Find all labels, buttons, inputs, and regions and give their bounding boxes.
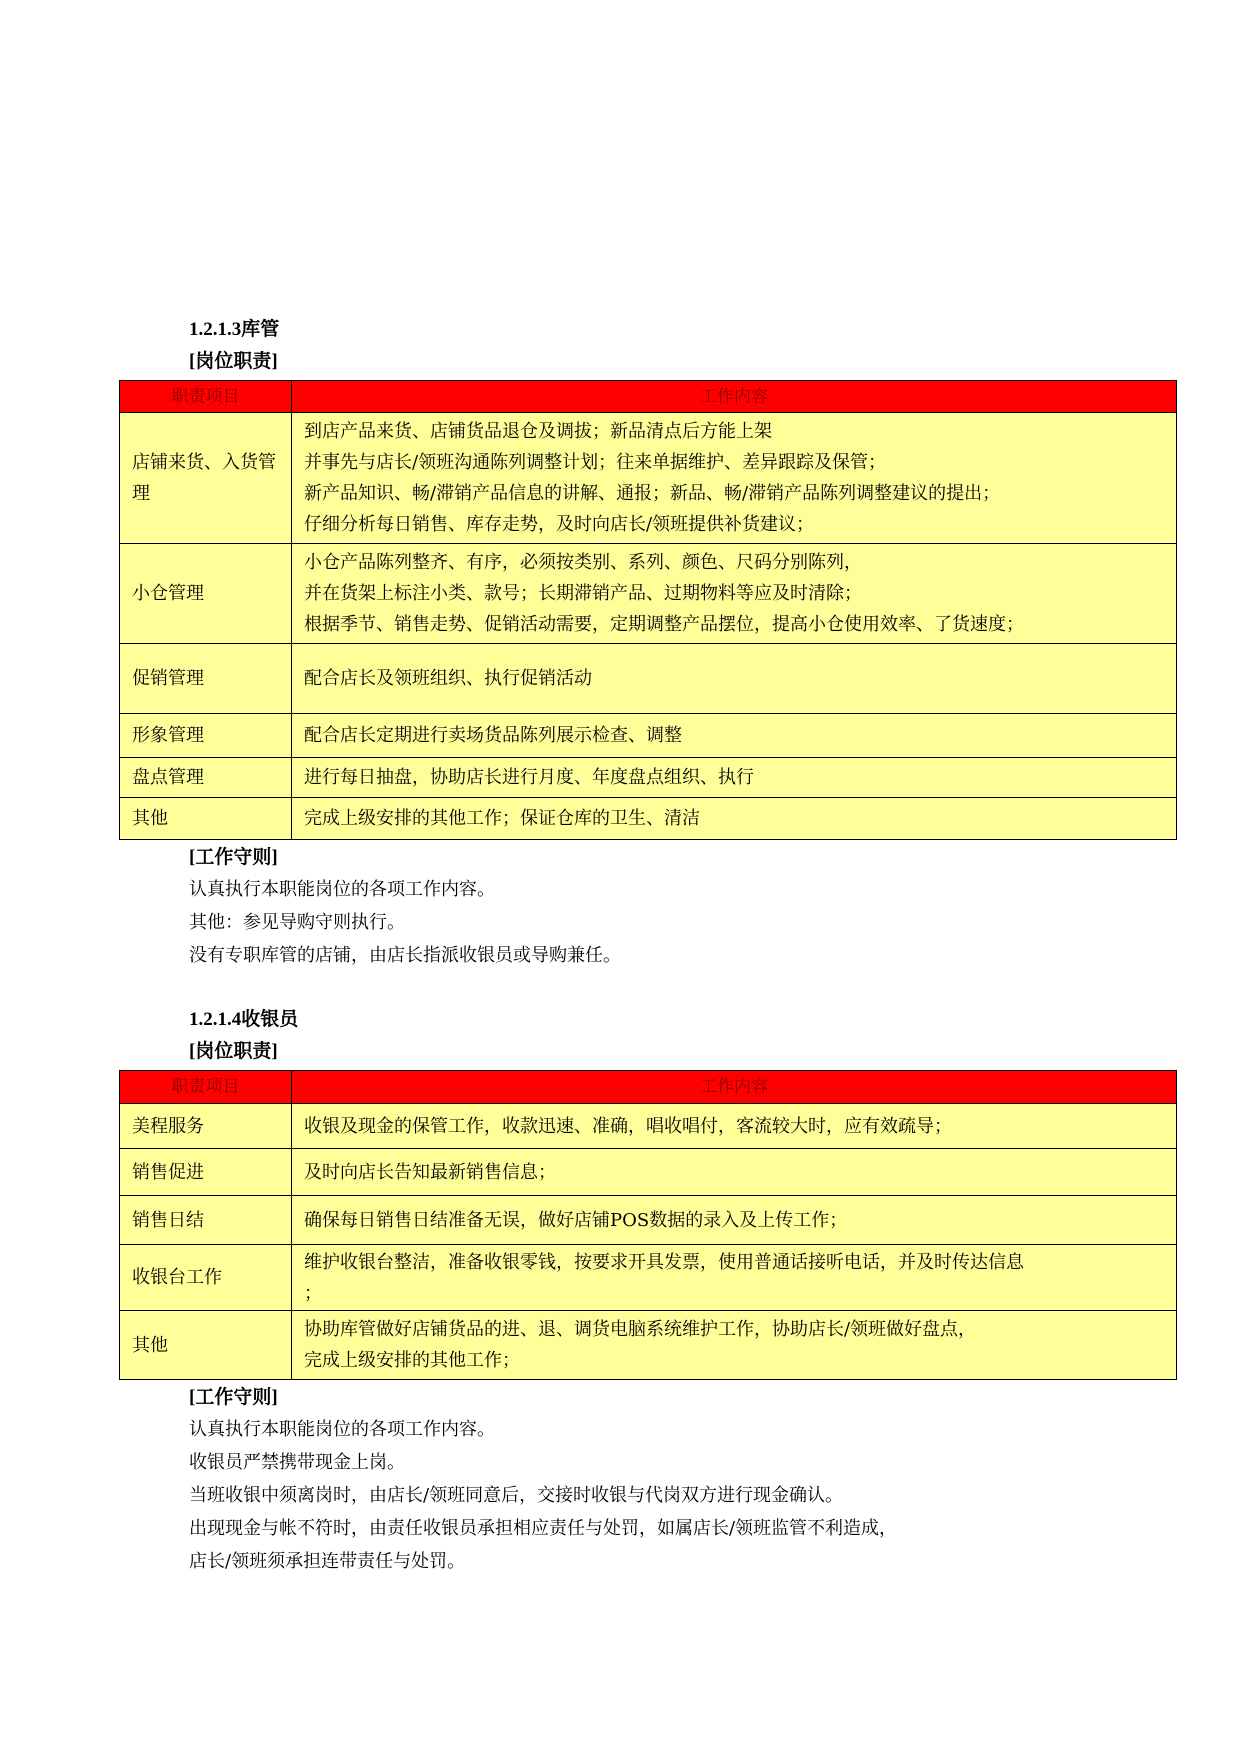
rule-line: 没有专职库管的店铺，由店长指派收银员或导购兼任。 bbox=[189, 945, 621, 966]
duty-content bbox=[292, 798, 1177, 840]
duty-content bbox=[292, 758, 1177, 798]
col-header-item: 职责项目 bbox=[120, 1071, 292, 1104]
work-rules-cashier bbox=[189, 1383, 897, 1578]
duty-content bbox=[292, 1245, 1177, 1311]
col-header-item: 职责项目 bbox=[120, 381, 292, 413]
duty-item: 其他 bbox=[120, 1311, 292, 1380]
duty-item: 美程服务 bbox=[120, 1104, 292, 1149]
duty-item: 收银台工作 bbox=[120, 1245, 292, 1311]
duty-content bbox=[292, 1311, 1177, 1380]
duty-item: 小仓管理 bbox=[120, 544, 292, 644]
content-line: 维护收银台整洁，准备收银零钱，按要求开具发票，使用普通话接听电话，并及时传达信息 bbox=[304, 1251, 1024, 1273]
duty-title: [岗位职责] bbox=[189, 1041, 278, 1062]
rule-line: 认真执行本职能岗位的各项工作内容。 bbox=[189, 879, 495, 900]
table-row bbox=[120, 758, 1177, 798]
duty-content bbox=[292, 1104, 1177, 1149]
section-heading-cashier: 1.2.1.4收银员 bbox=[189, 1009, 299, 1030]
table-row bbox=[120, 644, 1177, 714]
table-row bbox=[120, 544, 1177, 644]
rules-title: [工作守则] bbox=[189, 847, 278, 868]
duty-item: 店铺来货、入货管理 bbox=[120, 413, 292, 544]
content-line: 配合店长及领班组织、执行促销活动 bbox=[304, 668, 592, 689]
content-line: 新产品知识、畅/滞销产品信息的讲解、通报；新品、畅/滞销产品陈列调整建议的提出； bbox=[304, 483, 1001, 504]
content-line: ； bbox=[304, 1282, 322, 1304]
duty-content bbox=[292, 1196, 1177, 1245]
col-header-content: 工作内容 bbox=[292, 381, 1177, 413]
rule-line: 收银员严禁携带现金上岗。 bbox=[189, 1452, 405, 1473]
content-line: 完成上级安排的其他工作； bbox=[304, 1350, 520, 1371]
duty-table-warehouse bbox=[119, 380, 1177, 840]
col-header-content: 工作内容 bbox=[292, 1071, 1177, 1104]
content-line: 确保每日销售日结准备无误，做好店铺POS数据的录入及上传工作； bbox=[304, 1209, 848, 1231]
duty-item: 销售促进 bbox=[120, 1149, 292, 1196]
duty-content bbox=[292, 644, 1177, 714]
content-line: 到店产品来货、店铺货品退仓及调拔；新品清点后方能上架 bbox=[304, 421, 772, 442]
content-line: 配合店长定期进行卖场货品陈列展示检查、调整 bbox=[304, 725, 682, 746]
table-header-row bbox=[120, 381, 1177, 413]
content-line: 并在货架上标注小类、款号；长期滞销产品、过期物料等应及时清除； bbox=[304, 583, 862, 604]
content-line: 根据季节、销售走势、促销活动需要，定期调整产品摆位，提高小仓使用效率、了货速度； bbox=[304, 614, 1024, 635]
content-line: 及时向店长告知最新销售信息； bbox=[304, 1161, 556, 1183]
rule-line: 认真执行本职能岗位的各项工作内容。 bbox=[189, 1419, 495, 1440]
rule-line: 店长/领班须承担连带责任与处罚。 bbox=[189, 1551, 466, 1572]
section-heading-warehouse: 1.2.1.3库管 bbox=[189, 319, 280, 340]
table-header-row bbox=[120, 1071, 1177, 1104]
duty-item: 销售日结 bbox=[120, 1196, 292, 1245]
table-row bbox=[120, 798, 1177, 840]
duty-content bbox=[292, 714, 1177, 758]
table-row bbox=[120, 413, 1177, 544]
duty-table-cashier bbox=[119, 1070, 1177, 1380]
table-row bbox=[120, 1196, 1177, 1245]
table-row bbox=[120, 1104, 1177, 1149]
rules-title: [工作守则] bbox=[189, 1387, 278, 1408]
work-rules-warehouse bbox=[189, 843, 621, 972]
duty-item: 盘点管理 bbox=[120, 758, 292, 798]
content-line: 收银及现金的保管工作，收款迅速、准确，唱收唱付，客流较大时，应有效疏导； bbox=[304, 1115, 952, 1137]
table-row bbox=[120, 1245, 1177, 1311]
content-line: 协助库管做好店铺货品的进、退、调货电脑系统维护工作，协助店长/领班做好盘点， bbox=[304, 1319, 977, 1340]
rule-line: 当班收银中须离岗时，由店长/领班同意后，交接时收银与代岗双方进行现金确认。 bbox=[189, 1485, 844, 1506]
table-row bbox=[120, 1149, 1177, 1196]
rule-line: 出现现金与帐不符时，由责任收银员承担相应责任与处罚，如属店长/领班监管不利造成， bbox=[189, 1518, 898, 1539]
duty-item: 形象管理 bbox=[120, 714, 292, 758]
duty-content bbox=[292, 544, 1177, 644]
content-line: 仔细分析每日销售、库存走势，及时向店长/领班提供补货建议； bbox=[304, 514, 815, 535]
duty-item: 促销管理 bbox=[120, 644, 292, 714]
rule-line: 其他：参见导购守则执行。 bbox=[189, 912, 405, 933]
content-line: 完成上级安排的其他工作；保证仓库的卫生、清洁 bbox=[304, 808, 700, 829]
duty-content bbox=[292, 413, 1177, 544]
content-line: 并事先与店长/领班沟通陈列调整计划；往来单据维护、差异跟踪及保管； bbox=[304, 452, 887, 473]
table-row bbox=[120, 714, 1177, 758]
content-line: 小仓产品陈列整齐、有序，必须按类别、系列、颜色、尺码分别陈列， bbox=[304, 552, 862, 573]
table-row bbox=[120, 1311, 1177, 1380]
duty-content bbox=[292, 1149, 1177, 1196]
content-line: 进行每日抽盘，协助店长进行月度、年度盘点组织、执行 bbox=[304, 767, 754, 788]
duty-title: [岗位职责] bbox=[189, 351, 278, 372]
duty-item: 其他 bbox=[120, 798, 292, 840]
